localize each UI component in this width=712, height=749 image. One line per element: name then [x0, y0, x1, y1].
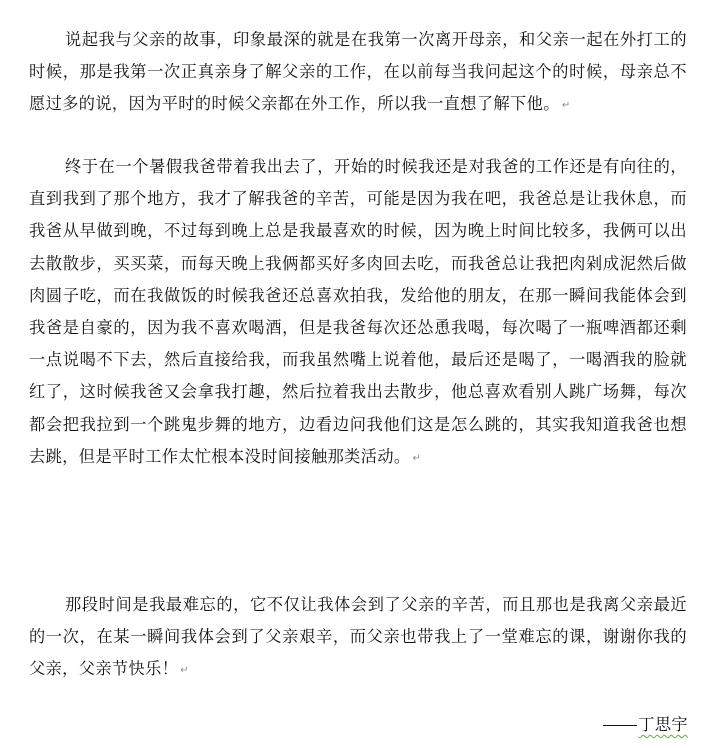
paragraph-1 — [29, 24, 687, 123]
paragraph-mark-icon: ↵ — [180, 665, 190, 677]
paragraph-1-text: 说起我与父亲的故事，印象最深的就是在我第一次离开母亲，和父亲一起在外打工的时候，那是我第一次正真亲身了解父亲的工作，在以前每当我问起这个的时候，母亲总不愿过多的说，因为平时的时候父亲都在外工作，所以我一直想了解下他。 — [29, 30, 687, 114]
paragraph-2 — [29, 151, 687, 475]
paragraph-3-text: 那段时间是我最难忘的，它不仅让我体会到了父亲的辛苦，而且那也是我离父亲最近的一次，在某一瞬间我体会到了父亲艰辛，而父亲也带我上了一堂难忘的课，谢谢你我的父亲，父亲节快乐！ — [29, 595, 687, 679]
paragraph-2-text: 终于在一个暑假我爸带着我出去了，开始的时候我还是对我爸的工作还是有向往的，直到我到了那个地方，我才了解我爸的辛苦，可能是因为我在吧，我爸总是让我休息，而我爸从早做到晚，不过每到晚上总是我最喜欢的时候，因为晚上时间比较多，我俩可以出去散散步，买买菜，而每天晚上我俩都买好多肉回去吃，而我爸总让我把肉剁成泥然后做肉圆子吃，而在我做饭的时候我爸还总喜欢拍我，发给他的朋友，在那一瞬间我能体会到我爸是自豪的，因为我不喜欢喝酒，但是我爸每次还怂恿我喝，每次喝了一瓶啤酒都还剩一点说喝不下去，然后直接给我，而我虽然嘴上说着他，最后还是喝了，一喝酒我的脸就红了，这时候我爸又会拿我打趣，然后拉着我出去散步，他总喜欢看别人跳广场舞，每次都会把我拉到一个跳鬼步舞的地方，边看边问我他们这是怎么跳的，其实我知道我爸也想去跳，但是平时工作太忙根本没时间接触那类活动。 — [29, 157, 687, 466]
signature-dash — [603, 725, 637, 726]
paragraph-mark-icon: ↵ — [412, 452, 422, 464]
author-name: 丁思宇 — [638, 715, 688, 734]
paragraph-3 — [29, 589, 687, 688]
author-signature — [603, 713, 688, 737]
paragraph-mark-icon: ↵ — [561, 100, 571, 112]
